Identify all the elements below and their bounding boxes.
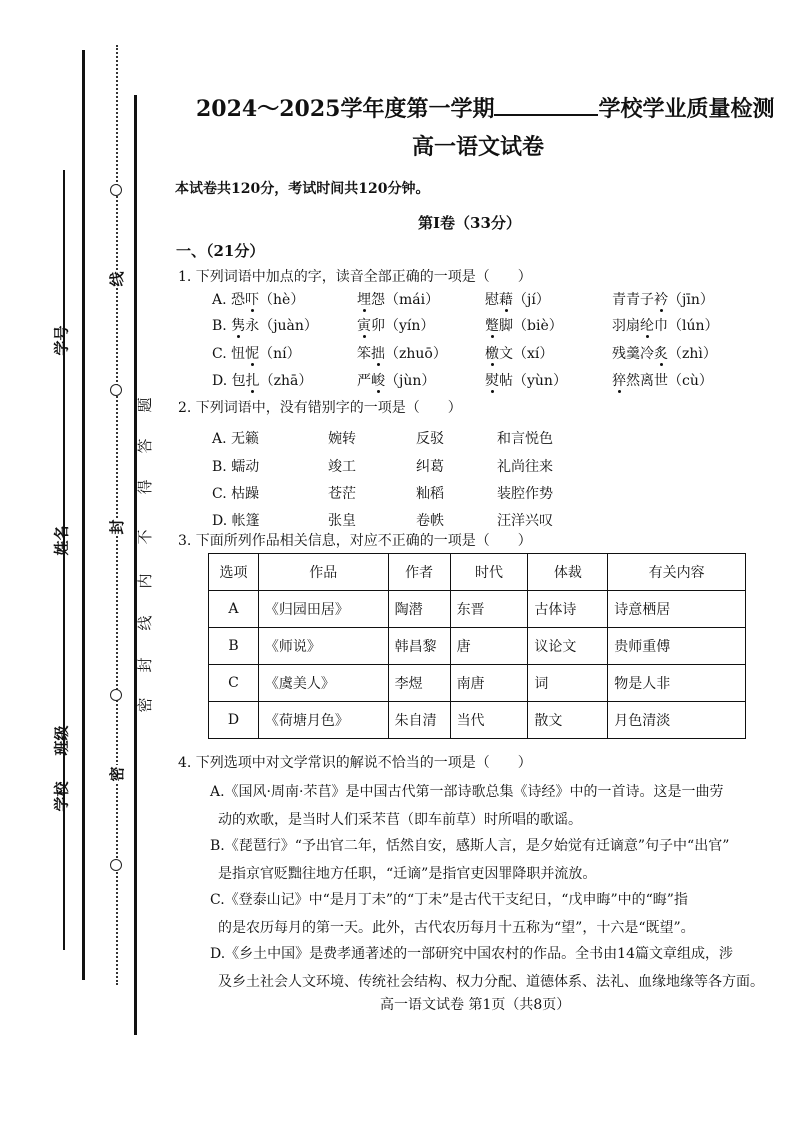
- q1-d4: 猝然离世（cù）: [612, 373, 713, 389]
- table-header: 作者: [388, 554, 450, 591]
- seal-char-xian-inner: 线: [136, 615, 154, 631]
- q1-b2: 寅卯（yín）: [357, 318, 435, 334]
- table-header: 体裁: [528, 554, 608, 591]
- q2-b3: 纠葛: [416, 459, 444, 475]
- exam-title-left: 2024～2025学年度第一学期: [196, 96, 495, 122]
- table-row: [209, 628, 746, 665]
- table-cell: 陶潜: [388, 591, 450, 628]
- seal-char-nei: 内: [136, 573, 154, 589]
- q2-c1: C. 枯躁: [212, 486, 260, 502]
- q4-option-c-line2: 的是农历每月的第一天。此外，古代农历每月十五称为“望”，十六是“既望”。: [218, 920, 695, 936]
- q1-d1: D. 包扎（zhā）: [212, 373, 313, 389]
- q1-d3: 熨帖（yùn）: [485, 373, 567, 389]
- table-cell: 韩昌黎: [388, 628, 450, 665]
- table-cell: 《荷塘月色》: [258, 702, 388, 739]
- school-name-blank[interactable]: [494, 96, 598, 116]
- margin-hole-2: [110, 384, 122, 396]
- exam-title-right: 学校学业质量检测: [598, 96, 775, 122]
- q4-option-c-line1: C.《登泰山记》中“是月丁未”的“丁未”是古代干支纪日，“戊申晦”中的“晦”指: [210, 892, 688, 908]
- exam-subtitle: 高一语文试卷: [412, 134, 545, 160]
- page-footer: 高一语文试卷 第1页（共8页）: [380, 997, 571, 1013]
- q1-d2: 严峻（jùn）: [357, 373, 436, 389]
- seal-char-xian-outer: 线: [108, 271, 126, 287]
- q4-stem: 4. 下列选项中对文学常识的解说不恰当的一项是（ ）: [178, 755, 532, 771]
- q1-a3: 慰藉（jí）: [485, 292, 550, 308]
- table-cell: C: [209, 665, 259, 702]
- margin-solid-line-right: [134, 95, 137, 1035]
- table-cell: A: [209, 591, 259, 628]
- section-heading: 一、（21分）: [176, 242, 265, 260]
- q1-b4: 羽扇纶巾（lún）: [612, 318, 719, 334]
- seal-char-mi-inner: 密: [136, 697, 154, 713]
- table-cell: 朱自清: [388, 702, 450, 739]
- table-cell: 唐: [450, 628, 528, 665]
- q3-stem: 3. 下面所列作品相关信息，对应不正确的一项是（ ）: [178, 533, 532, 549]
- margin-hole-1: [110, 184, 122, 196]
- q2-a1: A. 无籁: [212, 431, 260, 447]
- table-cell: 当代: [450, 702, 528, 739]
- q2-c4: 装腔作势: [497, 486, 553, 502]
- q4-option-a-line1: A.《国风·周南·芣苢》是中国古代第一部诗歌总集《诗经》中的一首诗。这是一曲劳: [210, 784, 724, 800]
- q4-option-d-line1: D.《乡土中国》是费孝通著述的一部研究中国农村的作品。全书由14篇文章组成，涉: [210, 946, 733, 962]
- margin-hole-4: [110, 859, 122, 871]
- seal-char-feng-inner: 封: [136, 657, 154, 673]
- q1-c4: 残羹冷炙（zhì）: [612, 346, 717, 362]
- q2-a4: 和言悦色: [497, 431, 553, 447]
- table-row: [209, 591, 746, 628]
- q2-b2: 竣工: [328, 459, 356, 475]
- q2-stem: 2. 下列词语中，没有错别字的一项是（ ）: [178, 400, 462, 416]
- margin-label-class: 班级: [52, 725, 71, 756]
- table-cell: 《归园田居》: [258, 591, 388, 628]
- table-cell: D: [209, 702, 259, 739]
- q2-b4: 礼尚往来: [497, 459, 553, 475]
- q2-a2: 婉转: [328, 431, 356, 447]
- table-cell: 李煜: [388, 665, 450, 702]
- table-header: 作品: [258, 554, 388, 591]
- table-cell: 诗意栖居: [608, 591, 746, 628]
- q2-b1: B. 蠕动: [212, 459, 260, 475]
- seal-char-ti: 题: [136, 397, 154, 413]
- q4-option-d-line2: 及乡土社会人文环境、传统社会结构、权力分配、道德体系、法礼、血缘地缘等各方面。: [218, 974, 764, 990]
- table-cell: 《师说》: [258, 628, 388, 665]
- table-cell: 《虞美人》: [258, 665, 388, 702]
- q2-d3: 卷帙: [416, 513, 444, 529]
- table-row: [209, 665, 746, 702]
- seal-char-da: 答: [136, 438, 154, 454]
- q1-a4: 青青子衿（jīn）: [612, 292, 714, 308]
- table-header: 选项: [209, 554, 259, 591]
- margin-label-name: 姓名: [52, 525, 71, 556]
- q1-a2: 埋怨（mái）: [357, 292, 440, 308]
- q4-option-c: [210, 886, 780, 942]
- table-cell: 古体诗: [528, 591, 608, 628]
- margin-solid-line-left: [63, 170, 65, 950]
- q4-option-b-line2: 是指京官贬黜往地方任职，“迁谪”是指官吏因罪降职并流放。: [218, 866, 597, 882]
- q2-a3: 反驳: [416, 431, 444, 447]
- seal-char-feng-outer: 封: [108, 519, 126, 535]
- margin-label-number: 学号: [52, 325, 71, 356]
- table-cell: 南唐: [450, 665, 528, 702]
- q2-c3: 籼稻: [416, 486, 444, 502]
- q2-d4: 汪洋兴叹: [497, 513, 553, 529]
- table-cell: 月色清淡: [608, 702, 746, 739]
- table-cell: 词: [528, 665, 608, 702]
- q1-c1: C. 忸怩（ní）: [212, 346, 301, 362]
- q1-b3: 蹩脚（biè）: [485, 318, 563, 334]
- table-cell: 物是人非: [608, 665, 746, 702]
- exam-intro: 本试卷共120分，考试时间共120分钟。: [175, 181, 430, 197]
- q4-option-b: [210, 832, 780, 888]
- works-table: [208, 553, 746, 739]
- table-cell: 东晋: [450, 591, 528, 628]
- seal-char-bu: 不: [136, 529, 154, 545]
- q2-c2: 苍茫: [328, 486, 356, 502]
- q4-option-a-line2: 动的欢歌，是当时人们采芣苢（即车前草）时所唱的歌谣。: [218, 812, 582, 828]
- q1-b1: B. 隽永（juàn）: [212, 318, 318, 334]
- q1-c2: 笨拙（zhuō）: [357, 346, 447, 362]
- q4-option-d: [210, 940, 780, 996]
- table-cell: 议论文: [528, 628, 608, 665]
- seal-char-mi-outer: 密: [108, 766, 126, 782]
- table-header: 时代: [450, 554, 528, 591]
- q4-option-b-line1: B.《琵琶行》“予出官二年，恬然自安，感斯人言，是夕始觉有迁谪意”句子中“出官”: [210, 838, 730, 854]
- q1-a1: A. 恐吓（hè）: [212, 292, 305, 308]
- q2-d1: D. 帐篷: [212, 513, 260, 529]
- margin-label-school: 学校: [52, 781, 71, 812]
- q2-d2: 张皇: [328, 513, 356, 529]
- q1-stem: 1. 下列词语中加点的字，读音全部正确的一项是（ ）: [178, 269, 532, 285]
- q4-option-a: [210, 778, 780, 834]
- table-header: 有关内容: [608, 554, 746, 591]
- margin-solid-line-mid: [82, 50, 85, 980]
- exam-title: [196, 92, 774, 123]
- table-cell: B: [209, 628, 259, 665]
- table-row: [209, 702, 746, 739]
- seal-char-de: 得: [136, 479, 154, 495]
- table-cell: 贵师重傅: [608, 628, 746, 665]
- q1-c3: 檄文（xí）: [485, 346, 554, 362]
- table-cell: 散文: [528, 702, 608, 739]
- table-header-row: [209, 554, 746, 591]
- margin-hole-3: [110, 689, 122, 701]
- part-heading: 第Ⅰ卷（33分）: [418, 214, 521, 232]
